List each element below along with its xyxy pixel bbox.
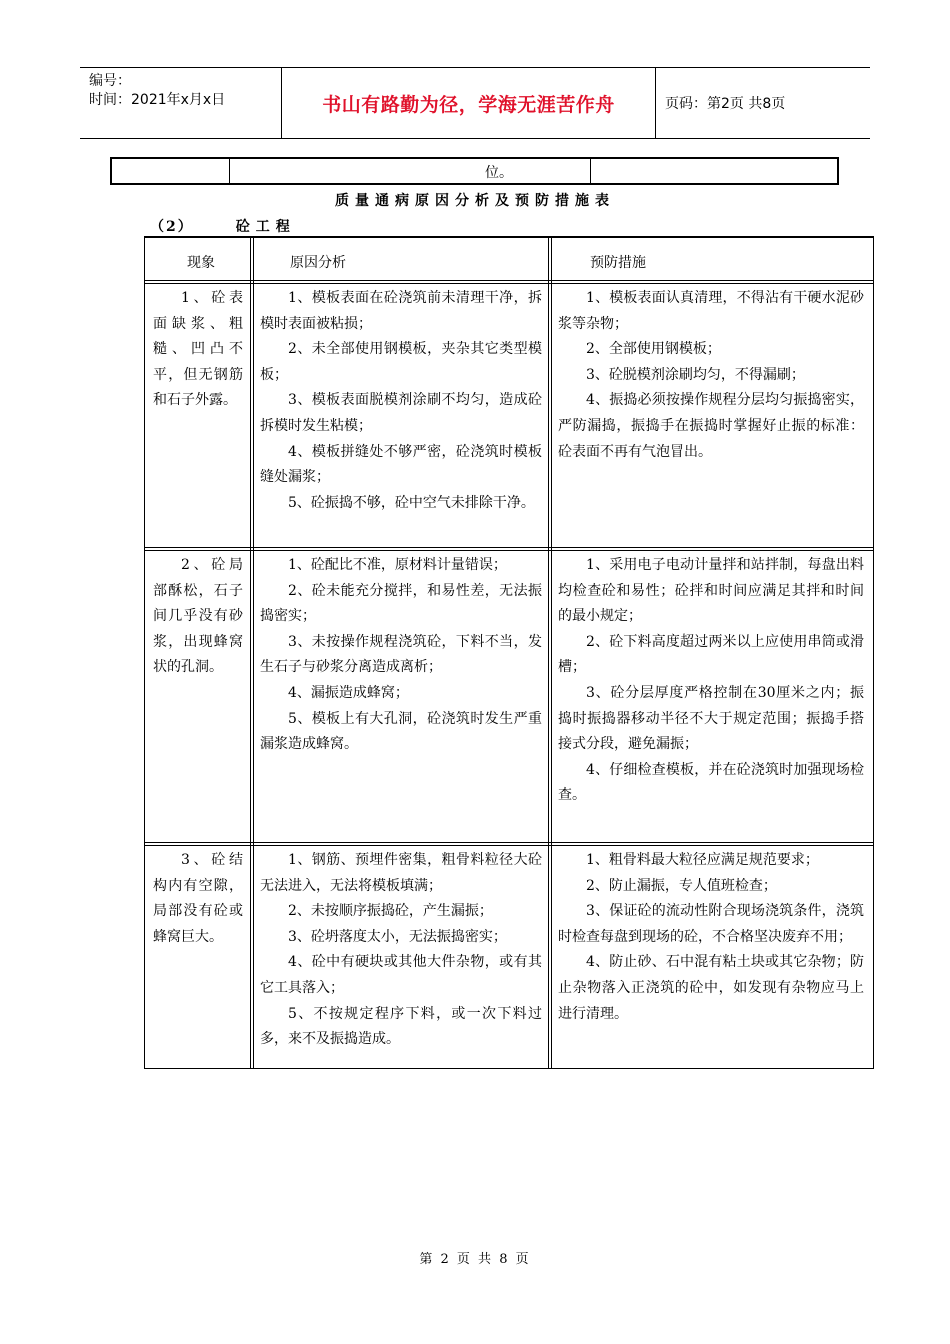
column-header-phenomenon: 现象: [187, 255, 215, 271]
number-label: 编号：: [89, 73, 131, 89]
quality-defect-table: [144, 236, 874, 1069]
header-page-code: 页码：第2页 共8页: [665, 96, 786, 112]
section-number: （2）: [150, 219, 194, 235]
section-name: 砼工程: [235, 219, 296, 235]
header-meta: [80, 68, 282, 138]
row-2-measures: 1、采用电子电动计量拌和站拌制，每盘出料均检查砼和易性；砼拌和时间应满足其拌和时间的最小规定； 2、砼下料高度超过两米以上应使用串筒或滑槽； 3、砼分层厚度严格控制在30厘米之内；振捣时振捣器移动半径不大于规定范围；振捣手搭接式分段，避免漏振； 4、仔细检查模板，并在砼浇筑时加强现场检查。: [558, 557, 864, 804]
previous-row-text: 位。: [485, 165, 513, 181]
row-1-phenomenon: 1、砼表面缺浆、粗糙、凹凸不平，但无钢筋和石子外露。: [153, 290, 243, 409]
column-header-cause: 原因分析: [290, 255, 346, 271]
row-1-causes: 1、模板表面在砼浇筑前未清理干净，拆模时表面被粘损； 2、未全部使用钢模板，夹杂其它类型模板； 3、模板表面脱模剂涂刷不均匀，造成砼拆模时发生粘模； 4、模板拼缝处不够严密，砼浇筑时模板缝处漏浆； 5、砼振捣不够，砼中空气未排除干净。: [260, 290, 542, 511]
row-2-phenomenon: 2、砼局部酥松，石子间几乎没有砂浆，出现蜂窝状的孔洞。: [153, 557, 243, 676]
page-footer: 第 2 页 共 8 页: [419, 1252, 531, 1267]
table-title: 质量通病原因分析及预防措施表: [335, 193, 615, 209]
column-header-measure: 预防措施: [590, 255, 646, 271]
page-header: [80, 67, 870, 139]
time-label: 时间：2021年x月x日: [89, 92, 226, 108]
header-motto: 书山有路勤为径，学海无涯苦作舟: [282, 68, 656, 138]
section-heading: [150, 216, 296, 236]
row-3-measures: 1、粗骨料最大粒径应满足规范要求； 2、防止漏振，专人值班检查； 3、保证砼的流动性附合现场浇筑条件，浇筑时检查每盘到现场的砼，不合格坚决废弃不用； 4、防止砂、石中混有粘土块或其它杂物；防止杂物落入正浇筑的砼中，如发现有杂物应马上进行清理。: [558, 852, 864, 1022]
previous-table-row: [110, 157, 839, 185]
row-1-measures: 1、模板表面认真清理，不得沾有干硬水泥砂浆等杂物； 2、全部使用钢模板； 3、砼脱模剂涂刷均匀，不得漏刷； 4、振捣必须按操作规程分层均匀振捣密实，严防漏捣，振捣手在振捣时掌握好止振的标准：砼表面不再有气泡冒出。: [558, 290, 864, 460]
row-3-causes: 1、钢筋、预埋件密集，粗骨料粒径大砼无法进入，无法将模板填满； 2、未按顺序振捣砼，产生漏振； 3、砼坍落度太小，无法振捣密实； 4、砼中有硬块或其他大件杂物，或有其它工具落入； 5、不按规定程序下料，或一次下料过多，来不及振捣造成。: [260, 852, 542, 1048]
row-2-causes: 1、砼配比不准，原材料计量错误； 2、砼未能充分搅拌，和易性差，无法振捣密实； 3、未按操作规程浇筑砼，下料不当，发生石子与砂浆分离造成离析； 4、漏振造成蜂窝； 5、模板上有大孔洞，砼浇筑时发生严重漏浆造成蜂窝。: [260, 557, 542, 753]
row-3-phenomenon: 3、砼结构内有空隙，局部没有砼或蜂窝巨大。: [153, 852, 243, 945]
